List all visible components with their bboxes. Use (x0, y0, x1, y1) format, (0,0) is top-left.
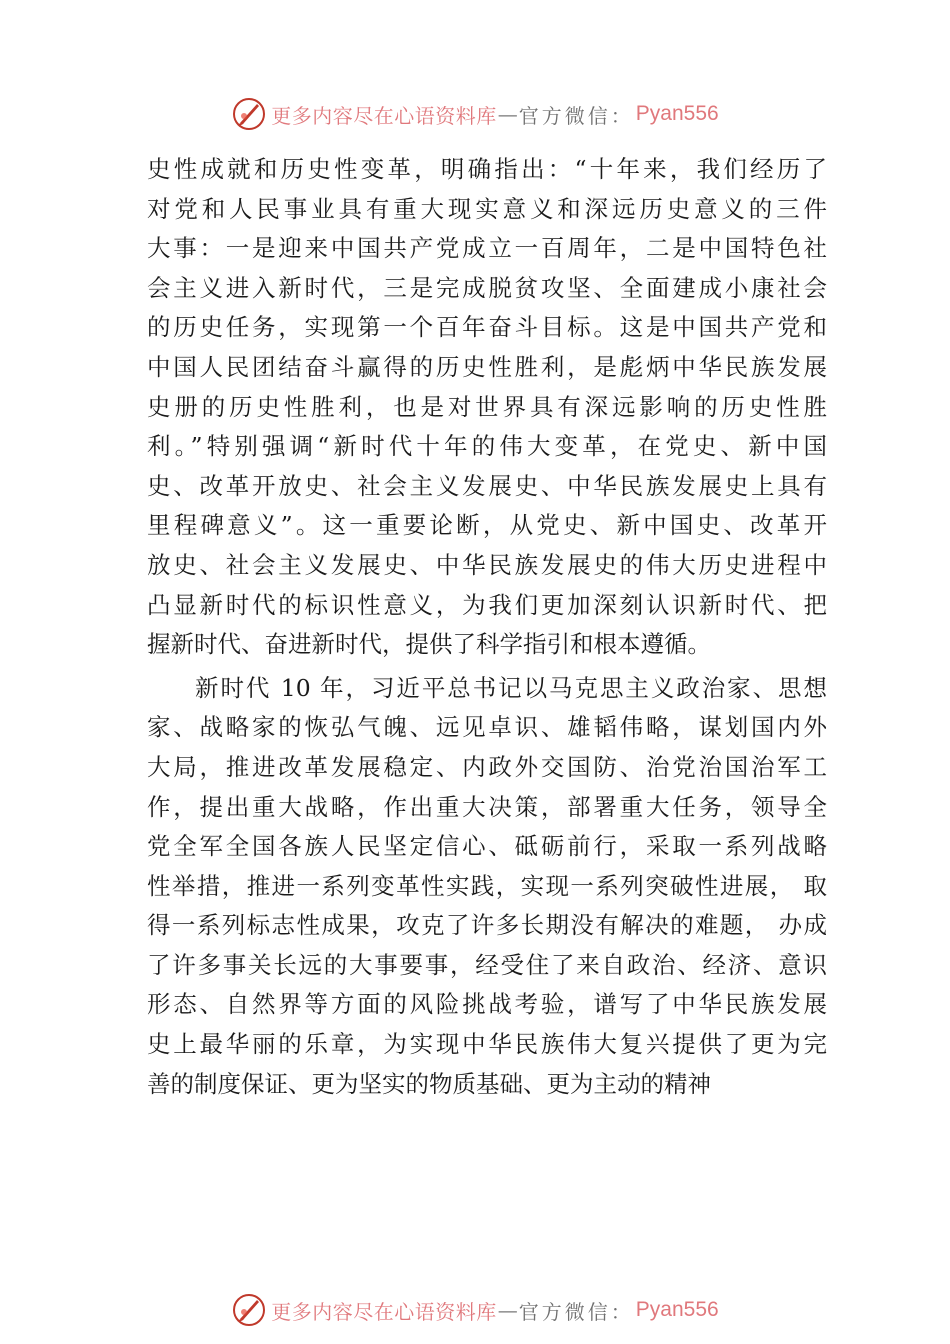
text-line: 得一系列标志性成果，攻克了许多长期没有解决的难题， 办成 (147, 911, 827, 940)
text-line: 握新时代、奋进新时代，提供了科学指引和根本遵循。 (147, 630, 711, 659)
text-line: 家、战略家的恢弘气魄、远见卓识、雄韬伟略，谋划国内外 (147, 713, 827, 742)
text-line: 会主义进入新时代，三是完成脱贫攻坚、全面建成小康社会 (147, 273, 827, 302)
text-line: 性举措，推进一系列变革性实践，实现一系列突破性进展， 取 (147, 871, 827, 900)
text-line: 了许多事关长远的大事要事，经受住了来自政治、经济、意识 (147, 950, 827, 979)
text-line: 对党和人民事业具有重大现实意义和深远历史意义的三件 (147, 194, 827, 223)
text-line: 作，提出重大战略，作出重大决策，部署重大任务，领导全 (147, 792, 827, 821)
text-line: 中国人民团结奋斗赢得的历史性胜利，是彪炳中华民族发展 (147, 352, 827, 381)
text-line: 放史、社会主义发展史、中华民族发展史的伟大历史进程中 (147, 550, 827, 579)
header-banner (0, 94, 950, 134)
quill-logo-icon (231, 1292, 267, 1328)
document-body (147, 150, 827, 1104)
text-line: 史册的历史性胜利，也是对世界具有深远影响的历史性胜 (147, 392, 827, 421)
text-line: 党全军全国各族人民坚定信心、砥砺前行，采取一系列战略 (147, 832, 827, 861)
banner-wechat-label: 官方微信： (518, 1299, 634, 1324)
banner-dash: — (497, 1298, 518, 1322)
text-line: 形态、自然界等方面的风险挑战考验，谱写了中华民族发展 (147, 990, 827, 1019)
paragraph-2 (147, 669, 827, 1105)
quill-logo-icon (231, 96, 267, 132)
banner-dash: — (497, 102, 518, 126)
banner-main-text: 更多内容尽在心语资料库 (271, 1299, 497, 1324)
text-line: 史上最华丽的乐章，为实现中华民族伟大复兴提供了更为完 (147, 1030, 827, 1059)
footer-banner (0, 1290, 950, 1330)
text-line: 里程碑意义”。这一重要论断，从党史、新中国史、改革开 (147, 511, 827, 540)
paragraph-1 (147, 150, 827, 665)
text-line: 新时代 10 年，习近平总书记以马克思主义政治家、思想 (195, 673, 827, 702)
text-line: 史、改革开放史、社会主义发展史、中华民族发展史上具有 (147, 471, 827, 500)
text-line: 利。”特别强调“新时代十年的伟大变革，在党史、新中国 (147, 432, 827, 461)
text-line: 的历史任务，实现第一个百年奋斗目标。这是中国共产党和 (147, 313, 827, 342)
text-line: 史性成就和历史性变革，明确指出：“十年来，我们经历了 (147, 155, 827, 183)
banner-main-text: 更多内容尽在心语资料库 (271, 103, 497, 128)
text-line: 大局，推进改革发展稳定、内政外交国防、治党治国治军工 (147, 752, 827, 781)
banner-wechat-id: Pyan556 (635, 1298, 719, 1321)
text-line: 凸显新时代的标识性意义，为我们更加深刻认识新时代、把 (147, 590, 827, 619)
text-line: 善的制度保证、更为坚实的物质基础、更为主动的精神 (147, 1069, 711, 1098)
text-line: 大事：一是迎来中国共产党成立一百周年，二是中国特色社 (147, 234, 827, 263)
banner-wechat-label: 官方微信： (518, 103, 634, 128)
banner-wechat-id: Pyan556 (635, 102, 719, 125)
